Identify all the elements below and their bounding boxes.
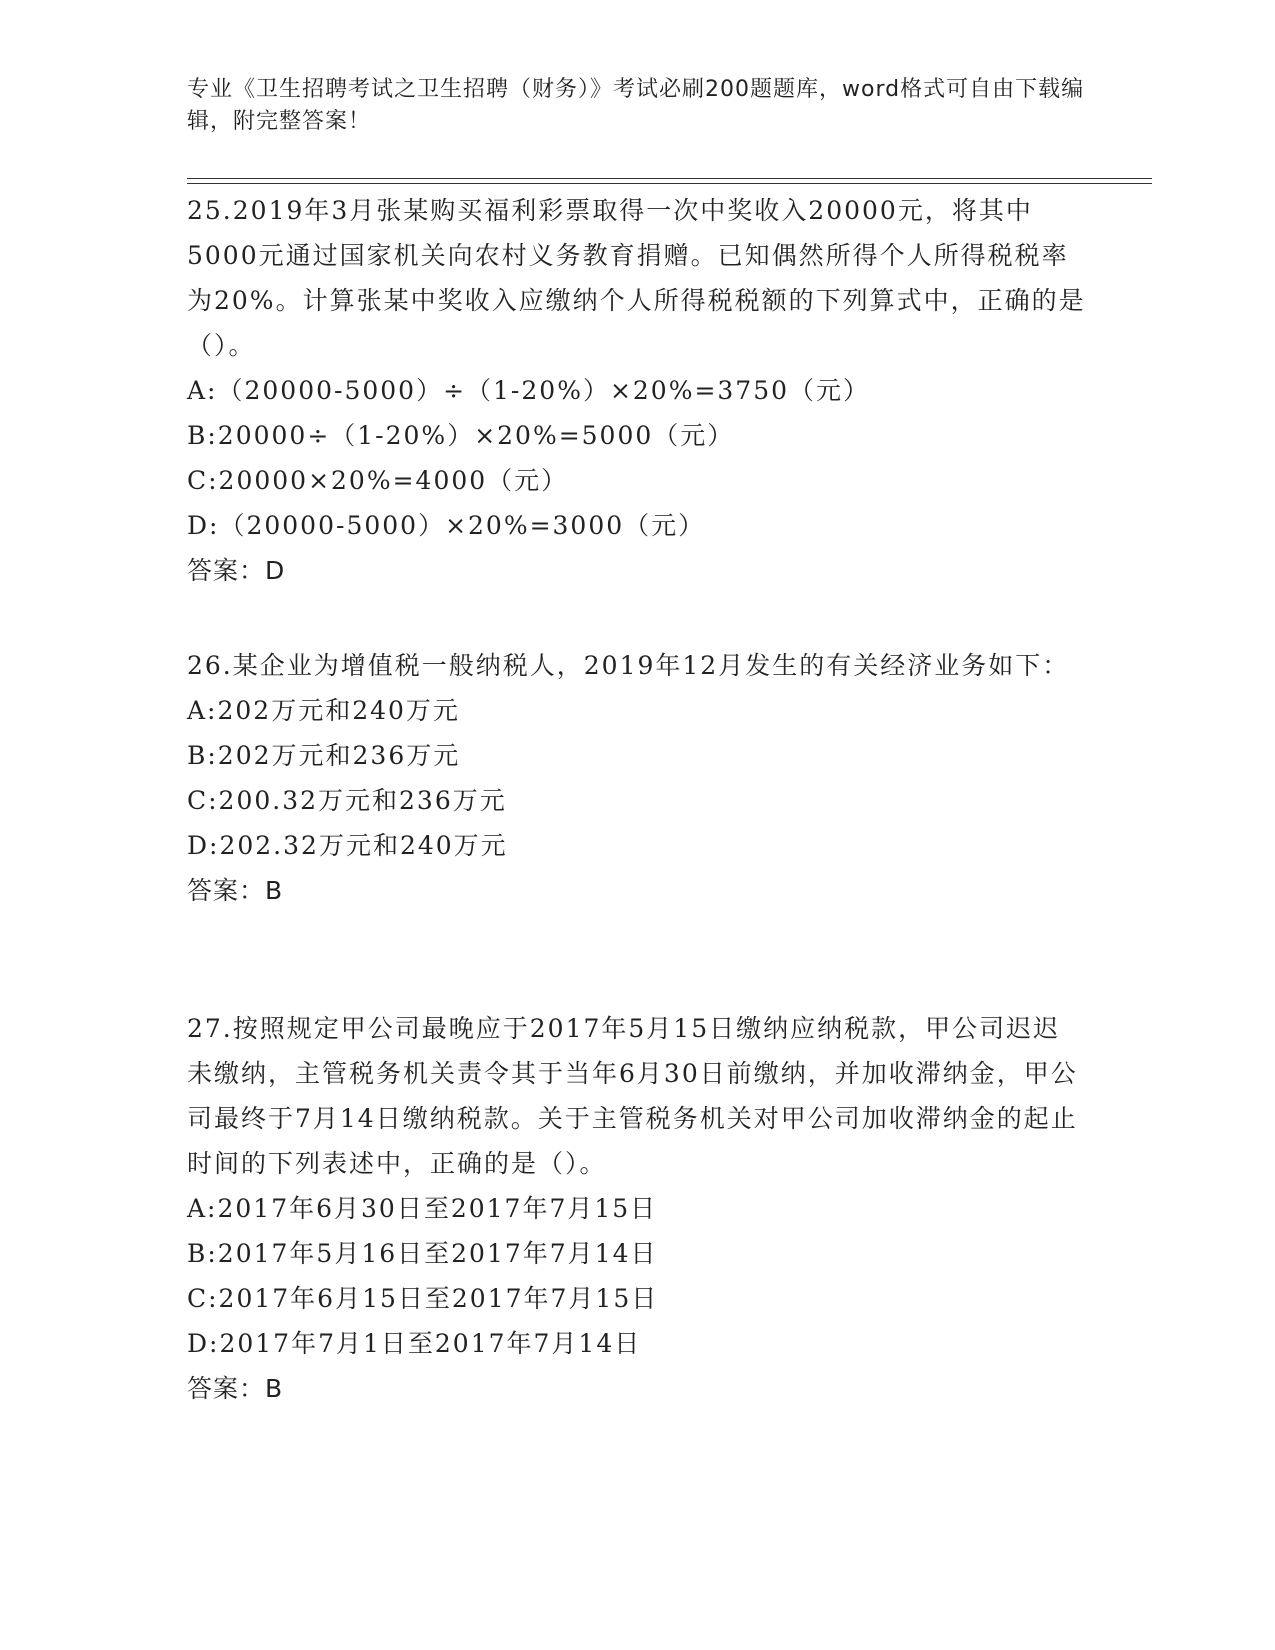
question-25 (187, 188, 1087, 593)
option-d: D:202.32万元和240万元 (187, 831, 508, 860)
question-27 (187, 1006, 1087, 1411)
option-d: D:2017年7月1日至2017年7月14日 (187, 1329, 642, 1358)
question-26 (187, 643, 1087, 913)
question-stem: 25.2019年3月张某购买福利彩票取得一次中奖收入20000元，将其中5000元通过国家机关向农村义务教育捐赠。已知偶然所得个人所得税税率为20%。计算张某中奖收入应缴纳个人所得税税额的下列算式中，正确的是（）。 (187, 196, 1086, 360)
option-a: A:2017年6月30日至2017年7月15日 (187, 1194, 658, 1223)
option-b: B:2017年5月16日至2017年7月14日 (187, 1239, 658, 1268)
option-d: D:（20000-5000）×20%=3000（元） (187, 511, 706, 540)
header-divider (187, 178, 1152, 184)
answer: 答案：B (187, 1374, 284, 1403)
option-b: B:202万元和236万元 (187, 741, 461, 770)
option-a: A:202万元和240万元 (187, 696, 460, 725)
answer: 答案：B (187, 876, 284, 905)
option-c: C:2017年6月15日至2017年7月15日 (187, 1284, 659, 1313)
option-c: C:20000×20%=4000（元） (187, 466, 569, 495)
option-c: C:200.32万元和236万元 (187, 786, 507, 815)
question-stem: 26.某企业为增值税一般纳税人，2019年12月发生的有关经济业务如下： (187, 651, 1070, 680)
answer: 答案：D (187, 556, 286, 585)
option-b: B:20000÷（1-20%）×20%=5000（元） (187, 421, 735, 450)
question-stem: 27.按照规定甲公司最晚应于2017年5月15日缴纳应纳税款，甲公司迟迟未缴纳，主管税务机关责令其于当年6月30日前缴纳，并加收滞纳金，甲公司最终于7月14日缴纳税款。关于主管税务机关对甲公司加收滞纳金的起止时间的下列表述中，正确的是（）。 (187, 1014, 1078, 1178)
option-a: A:（20000-5000）÷（1-20%）×20%=3750（元） (187, 376, 871, 405)
document-header: 专业《卫生招聘考试之卫生招聘（财务）》考试必刷200题题库，word格式可自由下载编辑，附完整答案！ (187, 77, 1085, 134)
